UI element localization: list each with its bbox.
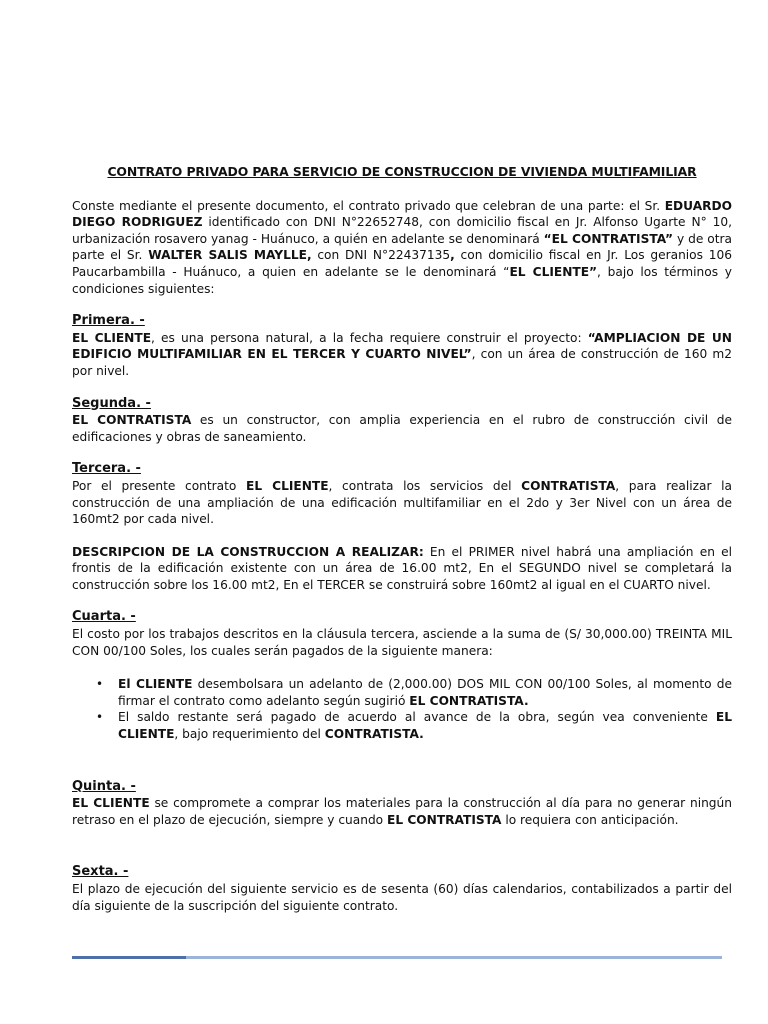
intro-text-5: con domicilio fiscal en Jr. Los geranios 106 Paucarbambilla - Huánuco, a quien en adelante se le denominará “ [72,248,733,279]
contractor-name: EDUARDO DIEGO RODRIGUEZ [72,198,732,230]
document-page [72,164,732,930]
tercera-text-1: Por el presente contrato [72,478,247,493]
segunda-bold-1: EL CONTRATISTA [72,413,192,428]
clause-cuarta-heading: Cuarta. - [72,609,136,625]
clause-segunda [72,396,732,446]
clause-cuarta [72,609,732,742]
quinta-text-2: lo requiera con anticipación. [501,812,679,827]
clause-sexta [72,864,732,914]
description-text: En el PRIMER nivel habrá una ampliación en el frontis de la edificación existente con un área de 16.00 mt2, En el SEGUNDO nivel se completará la construcción sobre los 16.00 mt2, En el TERCER se construirá sobre 160mt2 al igual en el CUARTO nivel. [72,544,732,592]
contractor-alias: “EL CONTRATISTA” [543,231,674,246]
clause-primera-heading: Primera. - [72,313,145,329]
clause-tercera-body [72,478,732,528]
item2-bold-1: EL CLIENTE [118,710,732,742]
clause-tercera [72,461,732,527]
intro-text-3: y de otra parte el Sr. [72,231,732,263]
clause-sexta-body: El plazo de ejecución del siguiente servicio es de sesenta (60) días calendarios, contabilizados a partir del día siguiente de la suscripción del siguiente contrato. [72,882,732,913]
client-alias: EL CLIENTE” [509,264,598,279]
bullet-icon: • [96,677,104,692]
list-item [72,676,732,709]
clause-segunda-heading: Segunda. - [72,395,151,411]
payment-list [72,676,732,742]
item1-bold-1: El CLIENTE [118,677,193,692]
clause-primera-body [72,330,732,380]
tercera-text-2: , contrata los servicios del [328,478,522,493]
bullet-icon: • [96,710,104,725]
intro-text-1: Conste mediante el presente documento, el contrato privado que celebran de una parte: el Sr. [72,198,665,213]
clause-quinta [72,779,732,829]
item2-text-1: El saldo restante será pagado de acuerdo al avance de la obra, según vea conveniente [118,710,716,725]
list-item [72,709,732,742]
primera-text-1: , es una persona natural, a la fecha requiere construir el proyecto: [151,330,588,345]
tercera-text-3: , para realizar la construcción de una ampliación de una edificación multifamiliar en el 2do y 3er Nivel con un área de 160mt2 por cada nivel. [72,478,732,527]
project-name: “AMPLIACION DE UN EDIFICIO MULTIFAMILIAR EN EL TERCER Y CUARTO NIVEL” [72,330,732,362]
clause-primera [72,313,732,379]
item2-text-2: , bajo requerimiento del [174,727,325,742]
intro-comma: , [450,248,455,263]
segunda-text-1: es un constructor, con amplia experiencia en el rubro de construcción civil de edificaciones y obras de saneamiento. [72,413,732,444]
tercera-bold-2: CONTRATISTA [521,478,616,493]
clause-quinta-body [72,795,732,828]
construction-description [72,544,732,594]
description-label: DESCRIPCION DE LA CONSTRUCCION A REALIZAR: [72,544,424,559]
intro-text-6: , bajo los términos y condiciones siguientes: [72,264,732,296]
clause-segunda-body [72,412,732,445]
document-title: CONTRATO PRIVADO PARA SERVICIO DE CONSTRUCCION DE VIVIENDA MULTIFAMILIAR [107,164,697,179]
clause-sexta-heading: Sexta. - [72,864,129,880]
quinta-bold-2: EL CONTRATISTA [387,812,502,827]
intro-text-4: con DNI N°22437135 [311,248,451,263]
intro-paragraph [72,198,732,298]
quinta-bold-1: EL CLIENTE [72,796,150,811]
item1-text-1: desembolsara un adelanto de (2,000.00) DOS MIL CON 00/100 Soles, al momento de firmar el contrato como adelanto según sugirió [118,677,732,708]
client-name: WALTER SALIS MAYLLE, [148,248,312,263]
clause-quinta-heading: Quinta. - [72,778,136,794]
intro-text-2: identificado con DNI N°22652748, con domicilio fiscal en Jr. Alfonso Ugarte N° 10, urbanización rosavero yanag - Huánuco, a quién en adelante se denominará [72,215,732,246]
primera-bold-1: EL CLIENTE [72,330,152,345]
primera-text-2: , con un área de construcción de 160 m2 por nivel. [72,347,732,378]
item2-bold-2: CONTRATISTA. [324,727,424,742]
item1-bold-2: EL CONTRATISTA. [409,693,529,708]
clause-tercera-heading: Tercera. - [72,461,141,477]
clause-cuarta-body: El costo por los trabajos descritos en la cláusula tercera, asciende a la suma de (S/ 30,000.00) TREINTA MIL CON 00/100 Soles, los cuales serán pagados de la siguiente manera: [72,627,732,658]
tercera-bold-1: EL CLIENTE [246,478,329,493]
quinta-text-1: se compromete a comprar los materiales para la construcción al día para no generar ningún retraso en el plazo de ejecución, siempre y cuando [72,796,732,827]
footer-divider [72,956,722,959]
